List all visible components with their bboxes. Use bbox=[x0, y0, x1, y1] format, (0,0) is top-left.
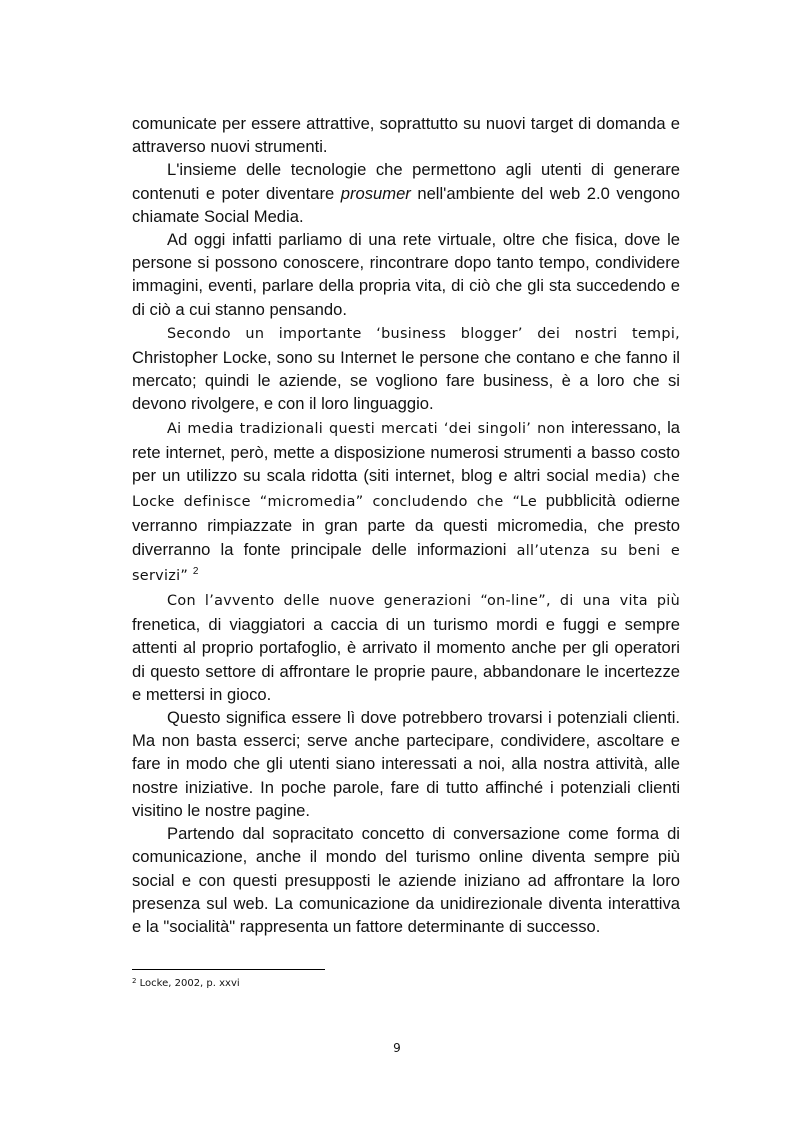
paragraph bbox=[132, 228, 680, 321]
paragraph bbox=[132, 416, 680, 588]
paragraph-text: interessano, la rete internet, però, mette a disposizione numerosi strumenti a basso costo per un utilizzo su scala ridotta (siti internet, blog e altri social bbox=[132, 417, 680, 486]
paragraph bbox=[132, 158, 680, 228]
body-text bbox=[132, 112, 680, 938]
footnote-number: 2 bbox=[132, 977, 137, 985]
footnote-divider bbox=[132, 969, 325, 970]
paragraph-text: Questo significa essere lì dove potrebbero trovarsi i potenziali clienti. Ma non basta esserci; serve anche partecipare, condividere, ascoltare e fare in modo che gli utenti siano interessati a noi, alla nostra attività, alle nostre iniziative. In poche parole, fare di tutto affinché i potenziali clienti visitino le nostre pagine. bbox=[132, 708, 680, 820]
footnote bbox=[132, 978, 240, 989]
footnote-reference: 2 bbox=[192, 565, 199, 577]
paragraph bbox=[132, 321, 680, 416]
paragraph-text: L'insieme delle tecnologie che permettono agli utenti di generare contenuti e poter diventare bbox=[132, 160, 680, 203]
footnote-text: Locke, 2002, p. xxvi bbox=[136, 978, 240, 989]
paragraph bbox=[132, 706, 680, 822]
paragraph-text: Ai media tradizionali questi mercati ‘dei singoli’ non bbox=[167, 420, 571, 437]
paragraph-text: frenetica, di viaggiatori a caccia di un turismo mordi e fuggi e sempre attenti al proprio portafoglio, è arrivato il momento anche per gli operatori di questo settore di affrontare le proprie paure, abbandonare le incertezze e mettersi in gioco. bbox=[132, 615, 680, 704]
paragraph-text: comunicate per essere attrattive, soprattutto su nuovi target di domanda e attraverso nuovi strumenti. bbox=[132, 114, 680, 157]
paragraph-text: Ad oggi infatti parliamo di una rete virtuale, oltre che fisica, dove le persone si possono conoscere, rincontrare dopo tanto tempo, condividere immagini, eventi, parlare della propria vita, di ciò che gli sta succedendo e di ciò a cui stanno pensando. bbox=[132, 230, 680, 319]
paragraph-text: Con l’avvento delle nuove generazioni “on-line”, di una vita più bbox=[167, 593, 680, 610]
paragraph-text: media) che Locke definisce “micromedia” concludendo che “Le bbox=[132, 469, 680, 511]
paragraph bbox=[132, 822, 680, 938]
page-number: 9 bbox=[393, 1041, 401, 1055]
paragraph-text: Partendo dal sopracitato concetto di conversazione come forma di comunicazione, anche il mondo del turismo online diventa sempre più social e con questi presupposti le aziende iniziano ad affrontare la loro presenza sul web. La comunicazione da unidirezionale diventa interattiva e la "socialità" rappresenta un fattore determinante di successo. bbox=[132, 824, 680, 936]
paragraph bbox=[132, 112, 680, 158]
paragraph-text: all’utenza su beni e servizi” bbox=[132, 542, 680, 584]
paragraph-text: Christopher Locke, sono su Internet le persone che contano e che fanno il mercato; quindi le aziende, se vogliono fare business, è a loro che si devono rivolgere, e con il loro linguaggio. bbox=[132, 348, 680, 414]
paragraph-text: pubblicità odierne verranno rimpiazzate in gran parte da questi micromedia, che presto diverranno la fonte principale delle informazioni bbox=[132, 491, 680, 559]
emphasis-term: prosumer bbox=[340, 183, 411, 203]
paragraph bbox=[132, 588, 680, 706]
paragraph-text: Secondo un importante ‘business blogger’ dei nostri tempi, bbox=[167, 325, 680, 342]
paragraph-text: nell'ambiente del web 2.0 vengono chiamate Social Media. bbox=[132, 183, 680, 226]
